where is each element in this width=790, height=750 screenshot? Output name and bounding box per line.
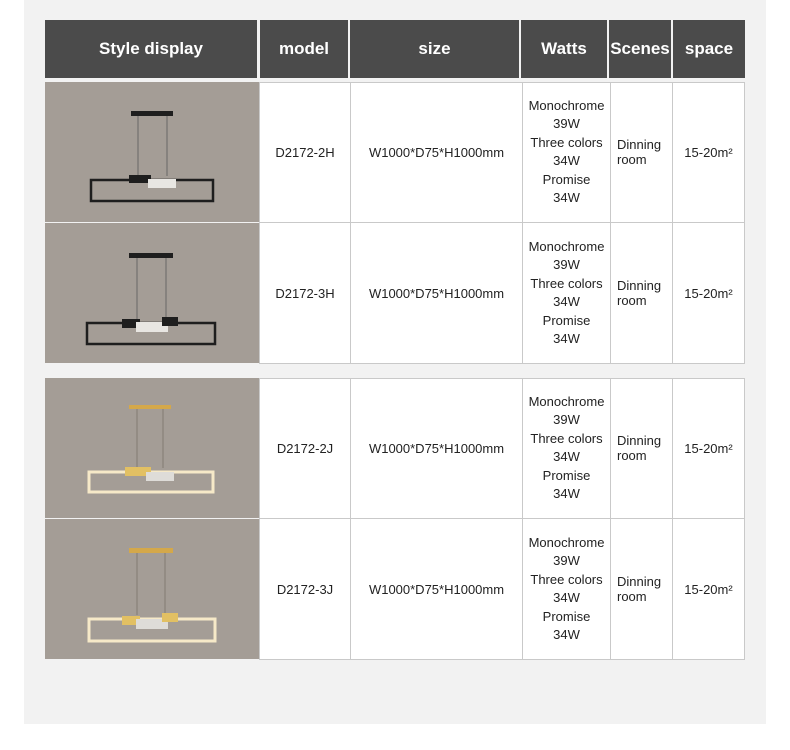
- watts-three-label: Three colors: [530, 571, 603, 587]
- model-cell: [259, 223, 351, 363]
- size-cell: [351, 519, 523, 659]
- watts-promise-label: Promise: [542, 608, 591, 624]
- watts-mono-value: 39W: [553, 412, 580, 427]
- lamp-photo: [45, 223, 259, 363]
- size-cell: [351, 223, 523, 363]
- model-value: D2172-2H: [275, 144, 335, 160]
- scenes-cell: [611, 519, 673, 659]
- scenes-line-1: Dinning: [617, 137, 662, 152]
- watts-three-label: Three colors: [530, 275, 603, 291]
- table-row: [45, 82, 745, 222]
- lamp-photo: [45, 378, 259, 518]
- model-value: D2172-3J: [276, 581, 334, 597]
- size-cell: [351, 378, 523, 518]
- space-cell: [673, 519, 745, 659]
- header-style-display-label: Style display: [99, 39, 203, 58]
- size-value: W1000*D75*H1000mm: [368, 581, 505, 597]
- lamp-photo: [45, 519, 259, 659]
- watts-cell: [523, 223, 611, 363]
- watts-cell: [523, 82, 611, 222]
- space-value: 15-20m²: [684, 144, 733, 160]
- space-cell: [673, 82, 745, 222]
- lamp-photo: [45, 82, 259, 222]
- watts-three-value: 34W: [553, 153, 580, 168]
- table-row: [45, 223, 745, 363]
- table-row: [45, 378, 745, 518]
- watts-mono-label: Monochrome: [528, 393, 605, 409]
- header-model-label: model: [278, 39, 330, 58]
- watts-three-value: 34W: [553, 294, 580, 309]
- size-value: W1000*D75*H1000mm: [368, 285, 505, 301]
- header-model: [260, 20, 348, 78]
- watts-promise-value: 34W: [553, 627, 580, 642]
- header-style-display: [45, 20, 257, 78]
- watts-promise-value: 34W: [553, 331, 580, 346]
- watts-cell: [523, 519, 611, 659]
- space-value: 15-20m²: [684, 285, 733, 301]
- pendant-lamp-black-2-image: [45, 82, 259, 222]
- watts-mono-label: Monochrome: [528, 238, 605, 254]
- header-scenes-label: Scenes: [610, 39, 670, 58]
- row-divider: [259, 378, 745, 379]
- row-divider: [259, 82, 745, 83]
- watts-three-value: 34W: [553, 590, 580, 605]
- watts-promise-value: 34W: [553, 190, 580, 205]
- size-cell: [351, 82, 523, 222]
- model-cell: [259, 378, 351, 518]
- header-scenes: [609, 20, 671, 78]
- scenes-cell: [611, 378, 673, 518]
- scenes-line-2: room: [617, 152, 647, 167]
- scenes-line-1: Dinning: [617, 574, 662, 589]
- model-cell: [259, 519, 351, 659]
- row-divider: [259, 363, 745, 364]
- pendant-lamp-gold-3-image: [45, 519, 259, 659]
- table-row: [45, 519, 745, 659]
- scenes-line-1: Dinning: [617, 433, 662, 448]
- space-cell: [673, 378, 745, 518]
- header-size: [350, 20, 519, 78]
- watts-mono-label: Monochrome: [528, 97, 605, 113]
- model-cell: [259, 82, 351, 222]
- watts-promise-label: Promise: [542, 171, 591, 187]
- watts-promise-value: 34W: [553, 486, 580, 501]
- watts-cell: [523, 378, 611, 518]
- watts-three-label: Three colors: [530, 430, 603, 446]
- header-watts: [521, 20, 607, 78]
- row-divider: [259, 659, 745, 660]
- space-value: 15-20m²: [684, 581, 733, 597]
- watts-mono-label: Monochrome: [528, 534, 605, 550]
- watts-mono-value: 39W: [553, 116, 580, 131]
- pendant-lamp-gold-2-image: [45, 378, 259, 518]
- header-space: [673, 20, 745, 78]
- model-value: D2172-2J: [276, 440, 334, 456]
- scenes-line-1: Dinning: [617, 278, 662, 293]
- size-value: W1000*D75*H1000mm: [368, 144, 505, 160]
- space-value: 15-20m²: [684, 440, 733, 456]
- model-value: D2172-3H: [275, 285, 335, 301]
- header-watts-label: Watts: [541, 39, 587, 58]
- scenes-line-2: room: [617, 448, 647, 463]
- scenes-cell: [611, 82, 673, 222]
- watts-three-value: 34W: [553, 449, 580, 464]
- scenes-cell: [611, 223, 673, 363]
- watts-mono-value: 39W: [553, 257, 580, 272]
- watts-promise-label: Promise: [542, 467, 591, 483]
- scenes-line-2: room: [617, 293, 647, 308]
- watts-mono-value: 39W: [553, 553, 580, 568]
- watts-promise-label: Promise: [542, 312, 591, 328]
- header-size-label: size: [418, 39, 451, 58]
- scenes-line-2: room: [617, 589, 647, 604]
- pendant-lamp-black-3-image: [45, 223, 259, 363]
- watts-three-label: Three colors: [530, 134, 603, 150]
- space-cell: [673, 223, 745, 363]
- size-value: W1000*D75*H1000mm: [368, 440, 505, 456]
- header-space-label: space: [684, 39, 734, 58]
